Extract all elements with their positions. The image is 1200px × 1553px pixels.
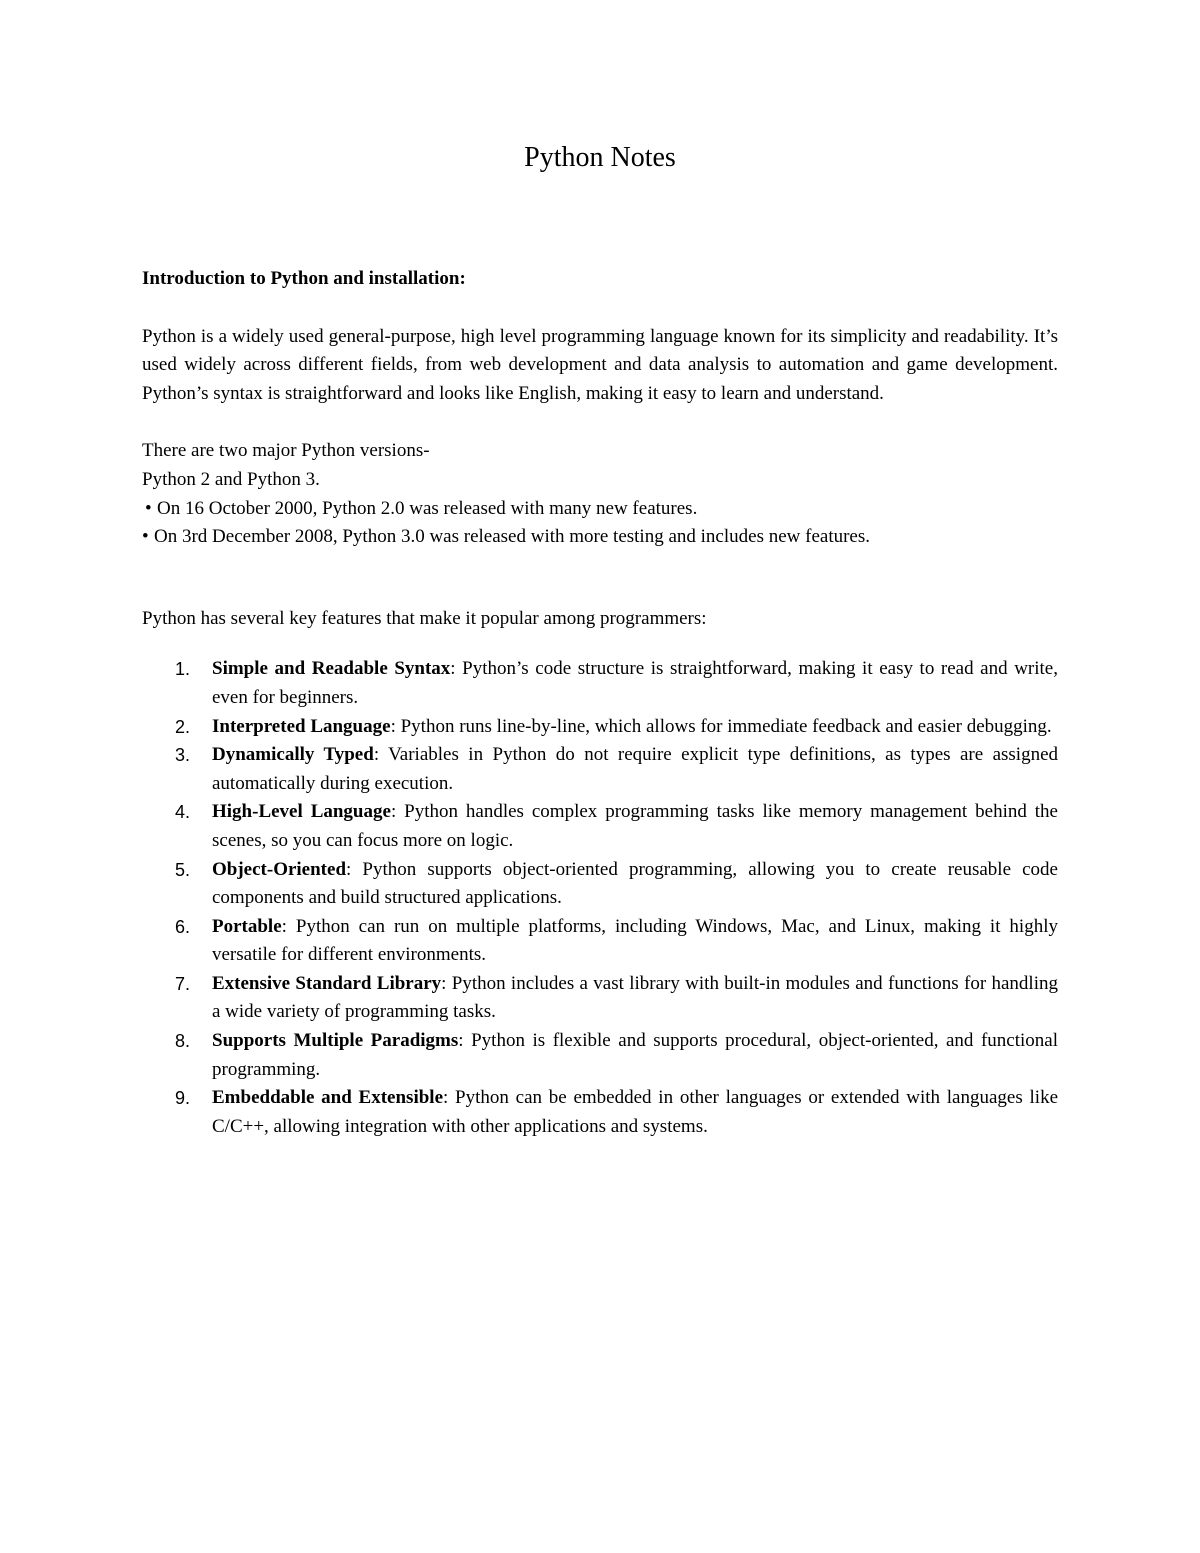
version-bullet-item	[142, 495, 1058, 524]
feature-item	[142, 856, 1058, 913]
list-number: 4.	[175, 802, 191, 823]
feature-separator: :	[441, 972, 447, 994]
feature-item	[142, 713, 1058, 742]
feature-text: Python can run on multiple platforms, including Windows, Mac, and Linux, making it highly versatile for different environments.	[212, 915, 1058, 966]
list-number: 6.	[175, 916, 191, 937]
spacer	[142, 408, 1058, 437]
feature-term: Portable	[212, 915, 282, 937]
list-number: 1.	[175, 659, 191, 680]
feature-separator: :	[390, 715, 396, 737]
feature-term: High-Level Language	[212, 801, 391, 823]
list-number: 9.	[175, 1088, 191, 1109]
feature-term: Interpreted Language	[212, 715, 391, 737]
list-number: 8.	[175, 1031, 191, 1052]
feature-separator: :	[443, 1087, 449, 1109]
feature-term: Simple and Readable Syntax	[212, 658, 451, 680]
document-title: Python Notes	[524, 142, 676, 173]
feature-text: Python can be embedded in other languages or extended with languages like C/C++, allowing integration with other applications and systems.	[212, 1087, 1058, 1137]
feature-term: Supports Multiple Paradigms	[212, 1030, 459, 1052]
feature-separator: :	[346, 858, 352, 880]
versions-line-1: There are two major Python versions-	[142, 440, 430, 462]
version-bullet-text: On 3rd December 2008, Python 3.0 was released with more testing and includes new features.	[154, 526, 870, 548]
features-list	[142, 655, 1058, 1141]
feature-term: Embeddable and Extensible	[212, 1087, 444, 1109]
feature-item	[142, 798, 1058, 855]
feature-text: Python includes a vast library with built-in modules and functions for handling a wide variety of programming tasks.	[212, 972, 1058, 1023]
version-bullet-item	[142, 523, 1058, 552]
feature-separator: :	[450, 658, 456, 680]
spacer	[142, 294, 1058, 323]
document-body	[142, 265, 1058, 1141]
feature-text: Python supports object-oriented programming, allowing you to create reusable code components and build structured applications.	[212, 858, 1058, 909]
feature-term: Extensive Standard Library	[212, 972, 442, 994]
list-number: 5.	[175, 859, 191, 880]
feature-text: Variables in Python do not require explicit type definitions, as types are assigned automatically during execution.	[212, 744, 1059, 794]
feature-item	[142, 913, 1058, 970]
spacer	[142, 552, 1058, 605]
feature-item	[142, 970, 1058, 1027]
feature-term: Dynamically Typed	[212, 744, 374, 766]
versions-line-2: Python 2 and Python 3.	[142, 468, 320, 490]
feature-item	[142, 655, 1058, 712]
feature-text: Python runs line-by-line, which allows for immediate feedback and easier debugging.	[395, 715, 1052, 737]
bullet-icon: •	[145, 497, 152, 519]
list-number: 3.	[175, 745, 191, 766]
list-number: 7.	[175, 973, 191, 994]
feature-text: Python’s code structure is straightforward, making it easy to read and write, even for beginners.	[212, 658, 1058, 708]
feature-text: Python handles complex programming tasks like memory management behind the scenes, so you can focus more on logic.	[212, 801, 1058, 851]
spacer	[142, 633, 1058, 655]
feature-separator: :	[373, 744, 380, 766]
feature-item	[142, 1027, 1058, 1084]
version-bullet-text: On 16 October 2000, Python 2.0 was released with many new features.	[157, 497, 698, 519]
list-number: 2.	[175, 716, 191, 737]
feature-term: Object-Oriented	[212, 858, 347, 880]
feature-separator: :	[281, 915, 287, 937]
feature-text: Python is flexible and supports procedural, object-oriented, and functional programming.	[212, 1030, 1058, 1080]
intro-paragraph: Python is a widely used general-purpose, high level programming language known for its simplicity and readability. It’s used widely across different fields, from web development and data analysis to automation and game development. Python’s syntax is straightforward and looks like English, making it easy to learn and understand.	[142, 325, 1058, 404]
feature-item	[142, 1084, 1058, 1141]
section-heading: Introduction to Python and installation:	[142, 268, 466, 289]
feature-separator: :	[458, 1030, 464, 1052]
feature-separator: :	[390, 801, 397, 823]
feature-item	[142, 741, 1058, 798]
features-intro: Python has several key features that make it popular among programmers:	[142, 607, 707, 629]
bullet-icon: •	[142, 526, 149, 548]
